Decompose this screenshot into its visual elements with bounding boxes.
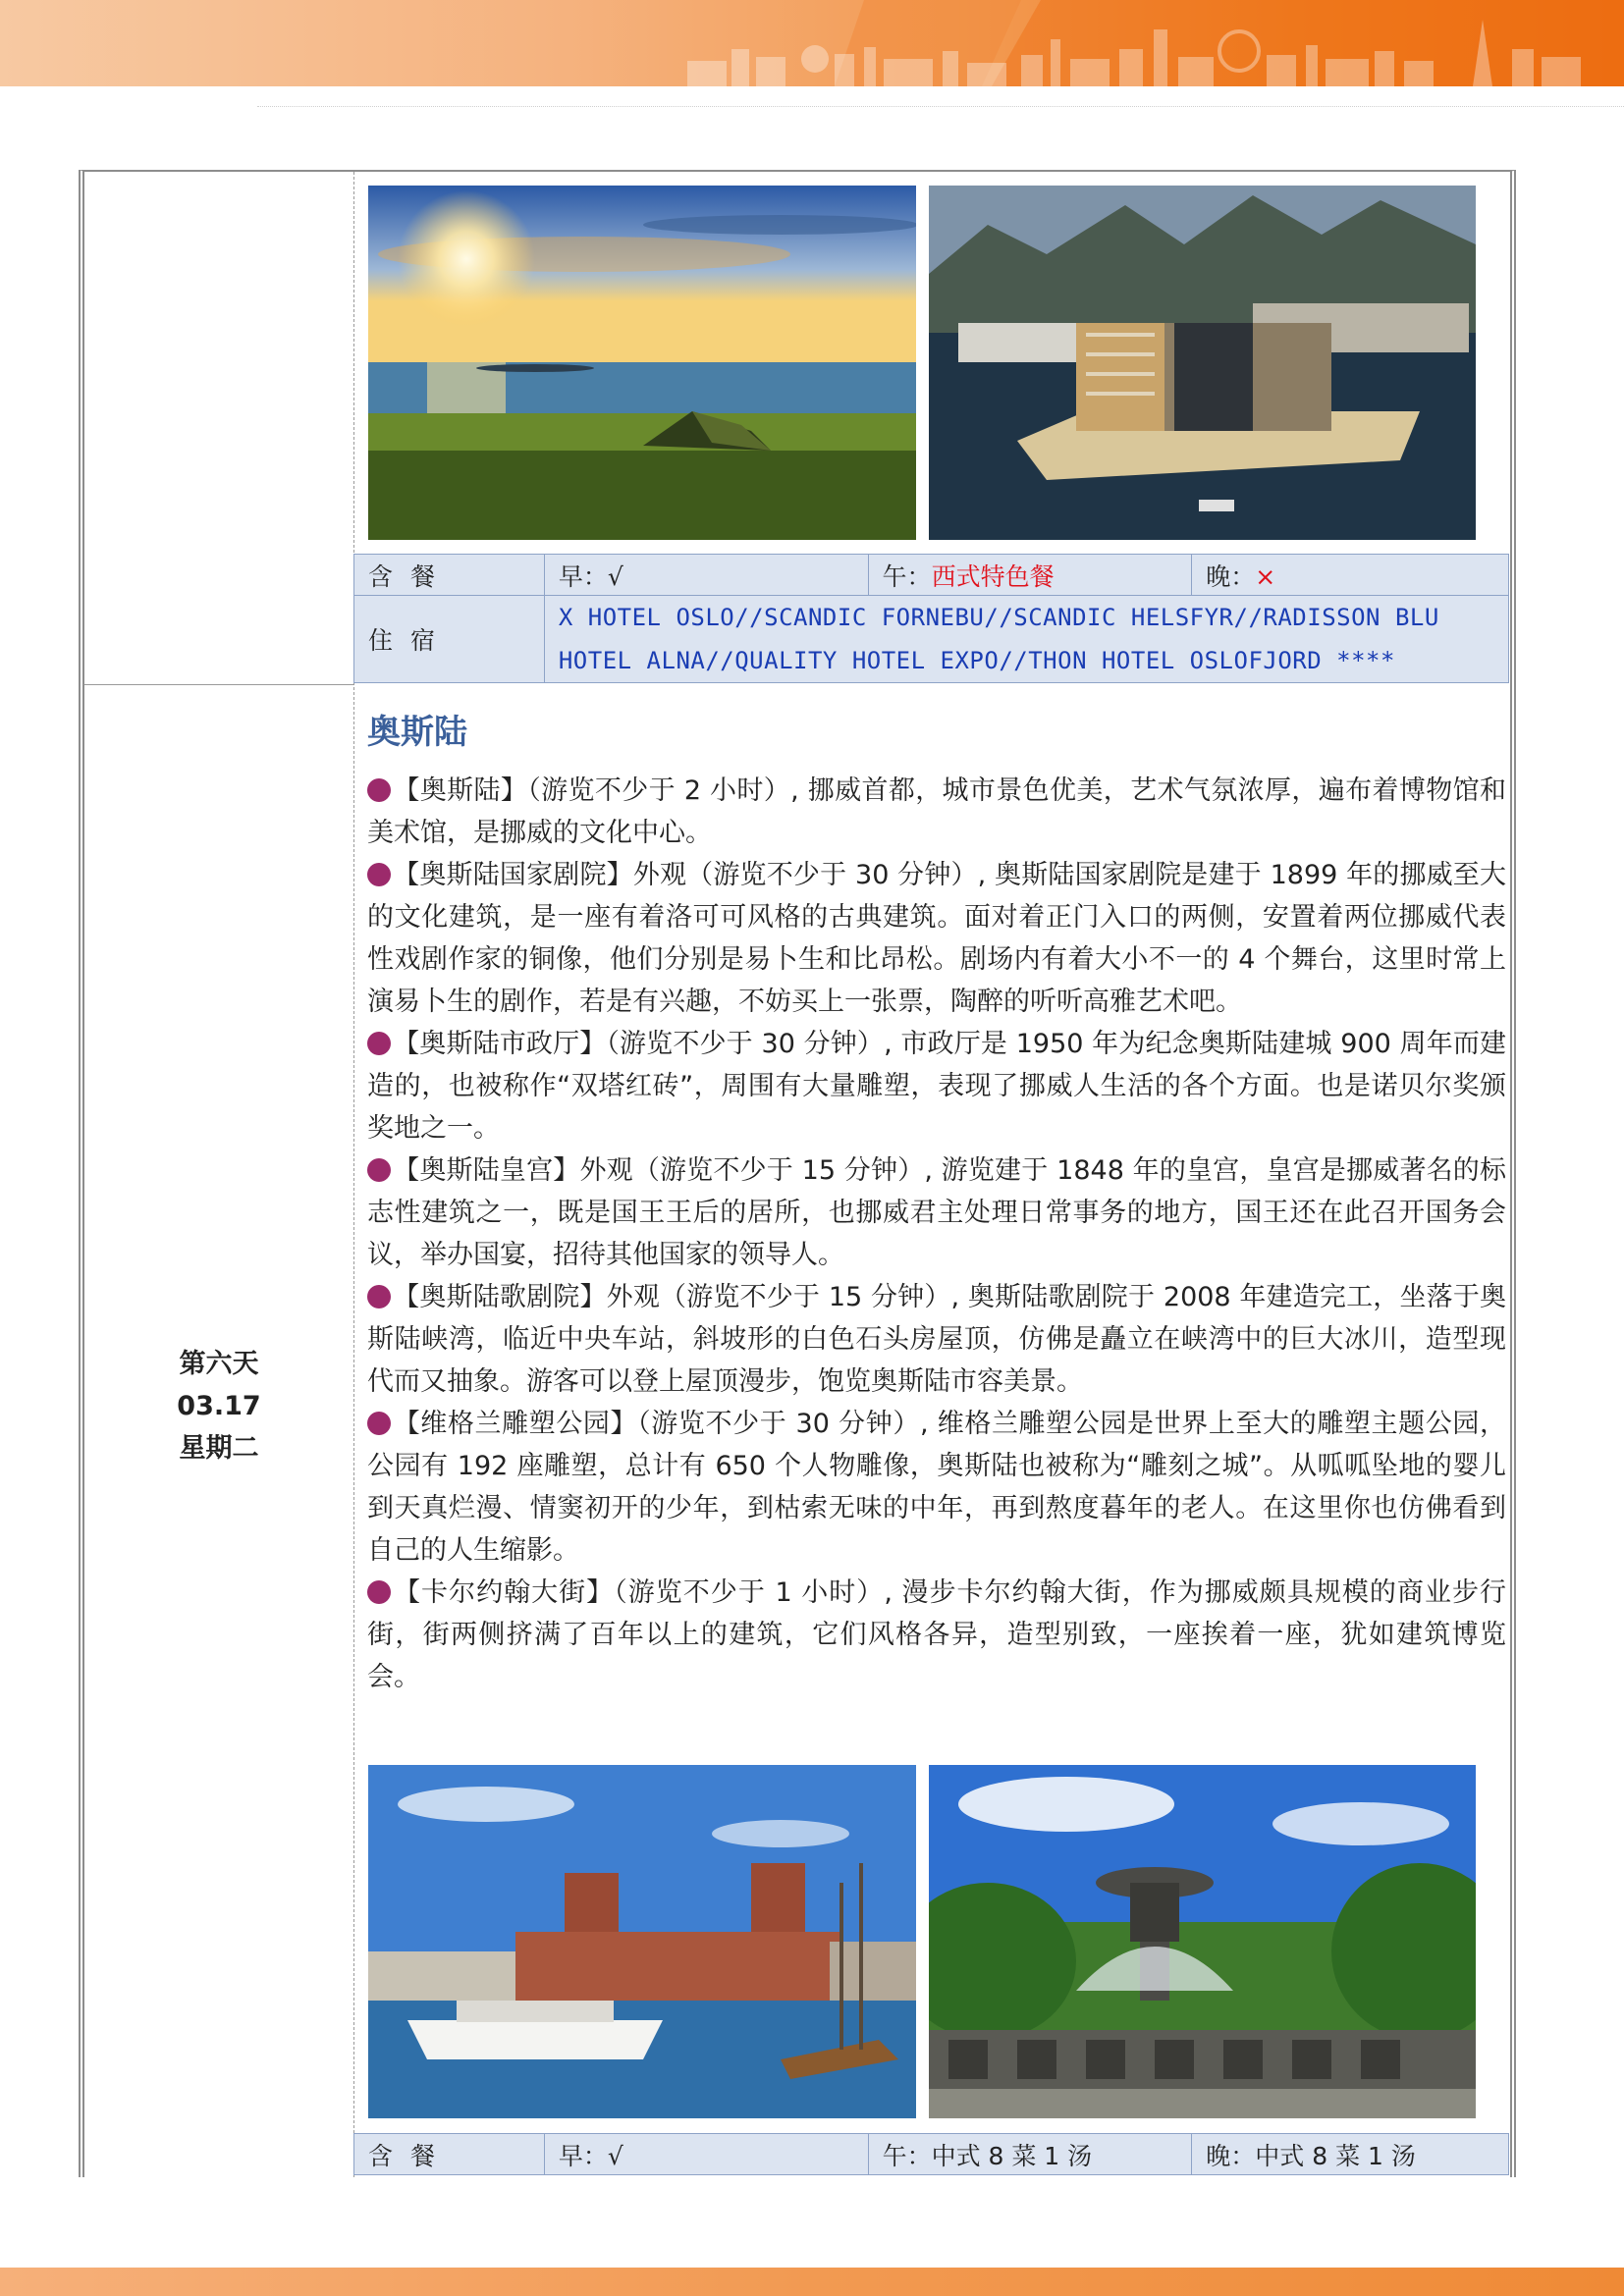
breakfast-cell: 早：√ <box>544 2134 868 2175</box>
attraction-text: （游览不少于 30 分钟）, 维格兰雕塑公园是世界上至大的雕塑主题公园，公园有 192 座雕塑，总计有 650 个人物雕像，奥斯陆也被称为“雕刻之城”。从呱呱坠地的婴儿到天真烂漫、情窦初开的少年，到枯索无味的中年，再到熬度暮年的老人。在这里你也仿佛看到自己的人生缩影。 <box>367 1409 1507 1566</box>
bullet-icon <box>367 1580 391 1604</box>
attraction-name: 【奥斯陆】 <box>393 775 528 806</box>
attraction-name: 【维格兰雕塑公园】 <box>393 1409 638 1439</box>
attraction-name: 【卡尔约翰大街】 <box>393 1577 615 1608</box>
attraction-item <box>367 770 1506 854</box>
attraction-item <box>367 1572 1506 1698</box>
row-divider <box>84 684 354 685</box>
attraction-name: 【奥斯陆歌剧院】 <box>393 1282 607 1312</box>
attraction-name: 【奥斯陆皇宫】 <box>393 1155 580 1186</box>
photo-oslo-city-hall-harbour <box>368 1765 916 2118</box>
attraction-name: 【奥斯陆国家剧院】 <box>393 860 633 890</box>
attraction-item <box>367 1403 1506 1572</box>
bullet-icon <box>367 1285 391 1308</box>
attraction-name: 【奥斯陆市政厅】 <box>393 1029 607 1059</box>
bullet-icon <box>367 1158 391 1182</box>
attraction-item <box>367 1276 1506 1403</box>
bullet-icon <box>367 1412 391 1435</box>
dinner-cell: 晚：中式 8 菜 1 汤 <box>1192 2134 1509 2175</box>
lunch-prefix: 午： <box>882 561 932 591</box>
attraction-text: 外观（游览不少于 15 分钟）, 游览建于 1848 年的皇宫，皇宫是挪威著名的标志性建筑之一，既是国王王后的居所，也挪威君主处理日常事务的地方，国王还在此召开国务会议，举办国宴，招待其他国家的领导人。 <box>367 1155 1506 1270</box>
lunch-cell <box>868 555 1192 596</box>
lodging-line-1: X HOTEL OSLO//SCANDIC FORNEBU//SCANDIC HELSFYR//RADISSON BLU <box>558 604 1439 631</box>
lodging-cell <box>544 596 1508 683</box>
city-skyline-decoration <box>0 0 1624 86</box>
lunch-cell: 午：中式 8 菜 1 汤 <box>868 2134 1192 2175</box>
bullet-icon <box>367 778 391 802</box>
attraction-text: 外观（游览不少于 15 分钟）, 奥斯陆歌剧院于 2008 年建造完工，坐落于奥斯陆峡湾，临近中央车站，斜坡形的白色石头房屋顶，仿佛是矗立在峡湾中的巨大冰川，造型现代而又抽象。游客可以登上屋顶漫步，饱览奥斯陆市容美景。 <box>367 1282 1506 1397</box>
day-weekday: 星期二 <box>179 1433 259 1464</box>
dinner-prefix: 晚： <box>1206 561 1256 591</box>
section-title: 奥斯陆 <box>367 713 467 752</box>
dinner-cell <box>1192 555 1509 596</box>
attraction-text: （游览不少于 2 小时）, 挪威首都，城市景色优美，艺术气氛浓厚，遍布着博物馆和美术馆，是挪威的文化中心。 <box>367 775 1506 848</box>
attraction-text: 外观（游览不少于 30 分钟）, 奥斯陆国家剧院是建于 1899 年的挪威至大的文化建筑，是一座有着洛可可风格的古典建筑。面对着正门入口的两侧，安置着两位挪威代表性戏剧作家的铜像，他们分别是易卜生和比昂松。剧场内有着大小不一的 4 个舞台，这里时常上演易卜生的剧作，若是有兴趣，不妨买上一张票，陶醉的听听高雅艺术吧。 <box>367 860 1506 1017</box>
footer-band <box>0 2268 1624 2296</box>
attraction-text: （游览不少于 30 分钟）, 市政厅是 1950 年为纪念奥斯陆建城 900 周年而建造的，也被称作“双塔红砖”，周围有大量雕塑，表现了挪威人生活的各个方面。也是诺贝尔奖颁奖地之一。 <box>367 1029 1507 1144</box>
header-rule <box>257 106 1624 107</box>
day-number: 第六天 <box>179 1349 259 1379</box>
attraction-item <box>367 854 1506 1023</box>
meal-label: 含餐 <box>354 2134 545 2175</box>
column-divider <box>353 172 354 2177</box>
meal-label: 含餐 <box>354 555 545 596</box>
day6-meal-table <box>353 2133 1509 2175</box>
photo-harbour-hotel <box>929 186 1476 540</box>
day-date: 03.17 <box>177 1391 261 1421</box>
breakfast-cell: 早：√ <box>544 555 868 596</box>
lodging-label: 住宿 <box>354 596 545 683</box>
photo-midnight-sun-coast <box>368 186 916 540</box>
dinner-value: × <box>1255 561 1276 591</box>
lunch-value: 西式特色餐 <box>931 561 1055 591</box>
attraction-item <box>367 1023 1506 1149</box>
photo-vigeland-fountain <box>929 1765 1476 2118</box>
day6-label <box>84 1343 353 1469</box>
header-band <box>0 0 1624 86</box>
attraction-text: （游览不少于 1 小时）, 漫步卡尔约翰大街，作为挪威颇具规模的商业步行街，街两侧挤满了百年以上的建筑，它们风格各异，造型别致，一座挨着一座，犹如建筑博览会。 <box>367 1577 1506 1692</box>
attraction-item <box>367 1149 1506 1276</box>
attraction-list <box>367 770 1506 1698</box>
bullet-icon <box>367 1032 391 1055</box>
bullet-icon <box>367 863 391 886</box>
lodging-line-2: HOTEL ALNA//QUALITY HOTEL EXPO//THON HOTEL OSLOFJORD **** <box>558 647 1395 674</box>
day5-meal-lodging-table <box>353 554 1509 683</box>
